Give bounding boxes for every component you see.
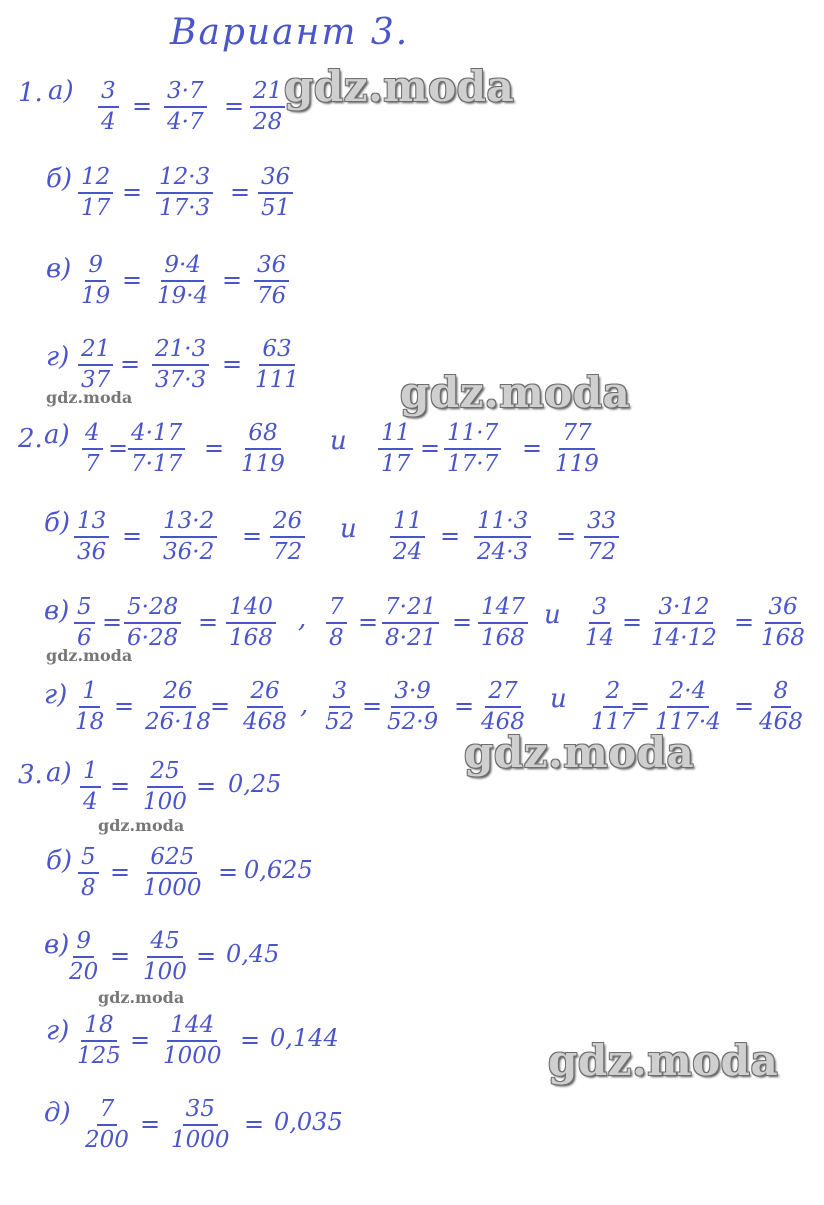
equals-sign: =: [556, 522, 577, 550]
p3g-frac1: $\frac{18}{125}$: [77, 1012, 121, 1069]
equals-sign: =: [102, 608, 123, 636]
p3a-label: а): [46, 758, 72, 788]
p3d-decimal: 0,035: [274, 1108, 343, 1136]
p2a-frac2: $\frac{4\cdot 17}{7\cdot 17}$: [128, 422, 185, 476]
equals-sign: =: [244, 1110, 265, 1138]
p1b-label: б): [46, 164, 73, 194]
problem3-number: 3.: [18, 760, 43, 790]
p3a-decimal: 0,25: [228, 770, 282, 798]
p1b-frac3: $\frac{36}{51}$: [258, 166, 293, 220]
p1v-frac2: $\frac{9\cdot 4}{19\cdot 4}$: [157, 252, 209, 309]
equals-sign: =: [110, 942, 131, 970]
p2b-frac2: $\frac{13\cdot 2}{36\cdot 2}$: [160, 510, 217, 564]
watermark-small: gdz.moda: [46, 646, 133, 665]
p2a-label: а): [44, 420, 70, 450]
p2v-frac3: $\frac{140}{168}$: [226, 596, 276, 650]
equals-sign: =: [630, 692, 651, 720]
p3v-frac1: $\frac{9}{20}$: [69, 928, 99, 985]
equals-sign: =: [224, 92, 245, 120]
equals-sign: =: [204, 434, 225, 462]
p2g-frac7: $\frac{2}{117}$: [591, 678, 635, 735]
p3b-decimal: 0,625: [244, 856, 313, 884]
p2b-and: и: [340, 514, 357, 544]
p3v-decimal: 0,45: [226, 940, 280, 968]
p1v-frac1: $\frac{9}{19}$: [81, 252, 111, 309]
equals-sign: =: [130, 1026, 151, 1054]
p2g-label: г): [44, 680, 68, 710]
watermark-logo: gdz.moda: [284, 62, 515, 111]
equals-sign: =: [222, 350, 243, 378]
p1b-frac2: $\frac{12\cdot 3}{17\cdot 3}$: [156, 166, 213, 220]
p2g-frac3: $\frac{26}{468}$: [243, 678, 287, 735]
p1b-frac1: $\frac{12}{17}$: [78, 166, 113, 220]
equals-sign: =: [734, 692, 755, 720]
p2v-frac9: $\frac{36}{168}$: [761, 594, 805, 651]
p2v-frac7: $\frac{3}{14}$: [585, 594, 615, 651]
p2g-comma1: ,: [300, 690, 309, 720]
watermark-logo: gdz.moda: [548, 1036, 779, 1085]
p3a-frac1: $\frac{1}{4}$: [80, 760, 101, 814]
p1g-label: г): [46, 342, 70, 372]
p2b-label: б): [44, 508, 71, 538]
problem1-number: 1.: [18, 78, 43, 108]
p3g-label: г): [46, 1016, 70, 1046]
p2v-frac5: $\frac{7\cdot 21}{8\cdot 21}$: [382, 596, 439, 650]
equals-sign: =: [362, 692, 383, 720]
p2v-frac4: $\frac{7}{8}$: [326, 596, 347, 650]
p2v-frac6: $\frac{147}{168}$: [478, 596, 528, 650]
p1a-frac2: $\frac{3\cdot 7}{4\cdot 7}$: [164, 80, 207, 134]
watermark-logo: gdz.moda: [464, 728, 695, 777]
equals-sign: =: [110, 858, 131, 886]
equals-sign: =: [242, 522, 263, 550]
equals-sign: =: [114, 692, 135, 720]
p2a-frac6: $\frac{77}{119}$: [555, 420, 599, 477]
p2b-frac3: $\frac{26}{72}$: [270, 510, 305, 564]
p3g-frac2: $\frac{144}{1000}$: [163, 1012, 222, 1069]
p2v-frac8: $\frac{3\cdot 12}{14\cdot 12}$: [651, 594, 717, 651]
p2g-frac1: $\frac{1}{18}$: [75, 678, 105, 735]
p1v-frac3: $\frac{36}{76}$: [254, 254, 289, 308]
equals-sign: =: [198, 608, 219, 636]
equals-sign: =: [452, 608, 473, 636]
equals-sign: =: [132, 92, 153, 120]
equals-sign: =: [454, 692, 475, 720]
equals-sign: =: [196, 942, 217, 970]
p2g-frac2: $\frac{26}{26\cdot 18}$: [145, 678, 211, 735]
equals-sign: =: [210, 692, 231, 720]
equals-sign: =: [122, 522, 143, 550]
p2a-frac1: $\frac{4}{7}$: [82, 422, 103, 476]
watermark-small: gdz.moda: [98, 816, 185, 835]
p2a-frac5: $\frac{11\cdot 7}{17\cdot 7}$: [444, 422, 501, 476]
p2a-frac4: $\frac{11}{17}$: [378, 422, 413, 476]
p3v-label: в): [44, 930, 70, 960]
equals-sign: =: [440, 522, 461, 550]
p1a-frac1: $\frac{3}{4}$: [98, 80, 119, 134]
p2v-and: и: [544, 600, 561, 630]
equals-sign: =: [522, 434, 543, 462]
equals-sign: =: [240, 1026, 261, 1054]
equals-sign: =: [734, 608, 755, 636]
equals-sign: =: [358, 608, 379, 636]
p2g-frac6: $\frac{27}{468}$: [481, 678, 525, 735]
p2b-frac6: $\frac{33}{72}$: [584, 510, 619, 564]
equals-sign: =: [218, 858, 239, 886]
p2g-frac5: $\frac{3\cdot 9}{52\cdot 9}$: [387, 678, 439, 735]
problem2-number: 2.: [18, 424, 43, 454]
p3b-frac1: $\frac{5}{8}$: [78, 846, 99, 900]
p2v-frac2: $\frac{5\cdot 28}{6\cdot 28}$: [124, 596, 181, 650]
p3d-label: д): [44, 1098, 71, 1128]
p3v-frac2: $\frac{45}{100}$: [143, 928, 187, 985]
p3b-label: б): [46, 846, 73, 876]
p2g-and: и: [550, 684, 567, 714]
p3b-frac2: $\frac{625}{1000}$: [143, 844, 202, 901]
p1g-frac3: $\frac{63}{111}$: [255, 336, 299, 393]
p2g-frac8: $\frac{2\cdot 4}{117\cdot 4}$: [655, 678, 721, 735]
watermark-logo: gdz.moda: [400, 368, 631, 417]
p2a-and: и: [330, 426, 347, 456]
equals-sign: =: [110, 772, 131, 800]
p1g-frac1: $\frac{21}{37}$: [78, 338, 113, 392]
p1a-frac3: $\frac{21}{28}$: [250, 80, 285, 134]
equals-sign: =: [122, 266, 143, 294]
variant-title: Вариант 3.: [170, 12, 410, 53]
p3d-frac1: $\frac{7}{200}$: [85, 1096, 129, 1153]
equals-sign: =: [230, 178, 251, 206]
equals-sign: =: [196, 772, 217, 800]
equals-sign: =: [108, 434, 129, 462]
p2g-frac9: $\frac{8}{468}$: [759, 678, 803, 735]
p2a-frac3: $\frac{68}{119}$: [241, 420, 285, 477]
p3a-frac2: $\frac{25}{100}$: [143, 758, 187, 815]
equals-sign: =: [140, 1110, 161, 1138]
equals-sign: =: [120, 350, 141, 378]
p3g-decimal: 0,144: [270, 1024, 339, 1052]
watermark-small: gdz.moda: [46, 388, 133, 407]
p2b-frac1: $\frac{13}{36}$: [74, 510, 109, 564]
equals-sign: =: [222, 266, 243, 294]
p1v-label: в): [46, 254, 72, 284]
equals-sign: =: [622, 608, 643, 636]
p1g-frac2: $\frac{21\cdot 3}{37\cdot 3}$: [152, 338, 209, 392]
p2g-frac4: $\frac{3}{52}$: [325, 678, 355, 735]
p2b-frac5: $\frac{11\cdot 3}{24\cdot 3}$: [474, 510, 531, 564]
watermark-small: gdz.moda: [98, 988, 185, 1007]
p2b-frac4: $\frac{11}{24}$: [390, 510, 425, 564]
p1a-label: а): [48, 76, 74, 106]
equals-sign: =: [420, 434, 441, 462]
p2v-frac1: $\frac{5}{6}$: [74, 596, 95, 650]
p2v-comma1: ,: [298, 604, 307, 634]
equals-sign: =: [122, 178, 143, 206]
p2v-label: в): [44, 596, 70, 626]
p3d-frac2: $\frac{35}{1000}$: [171, 1096, 230, 1153]
